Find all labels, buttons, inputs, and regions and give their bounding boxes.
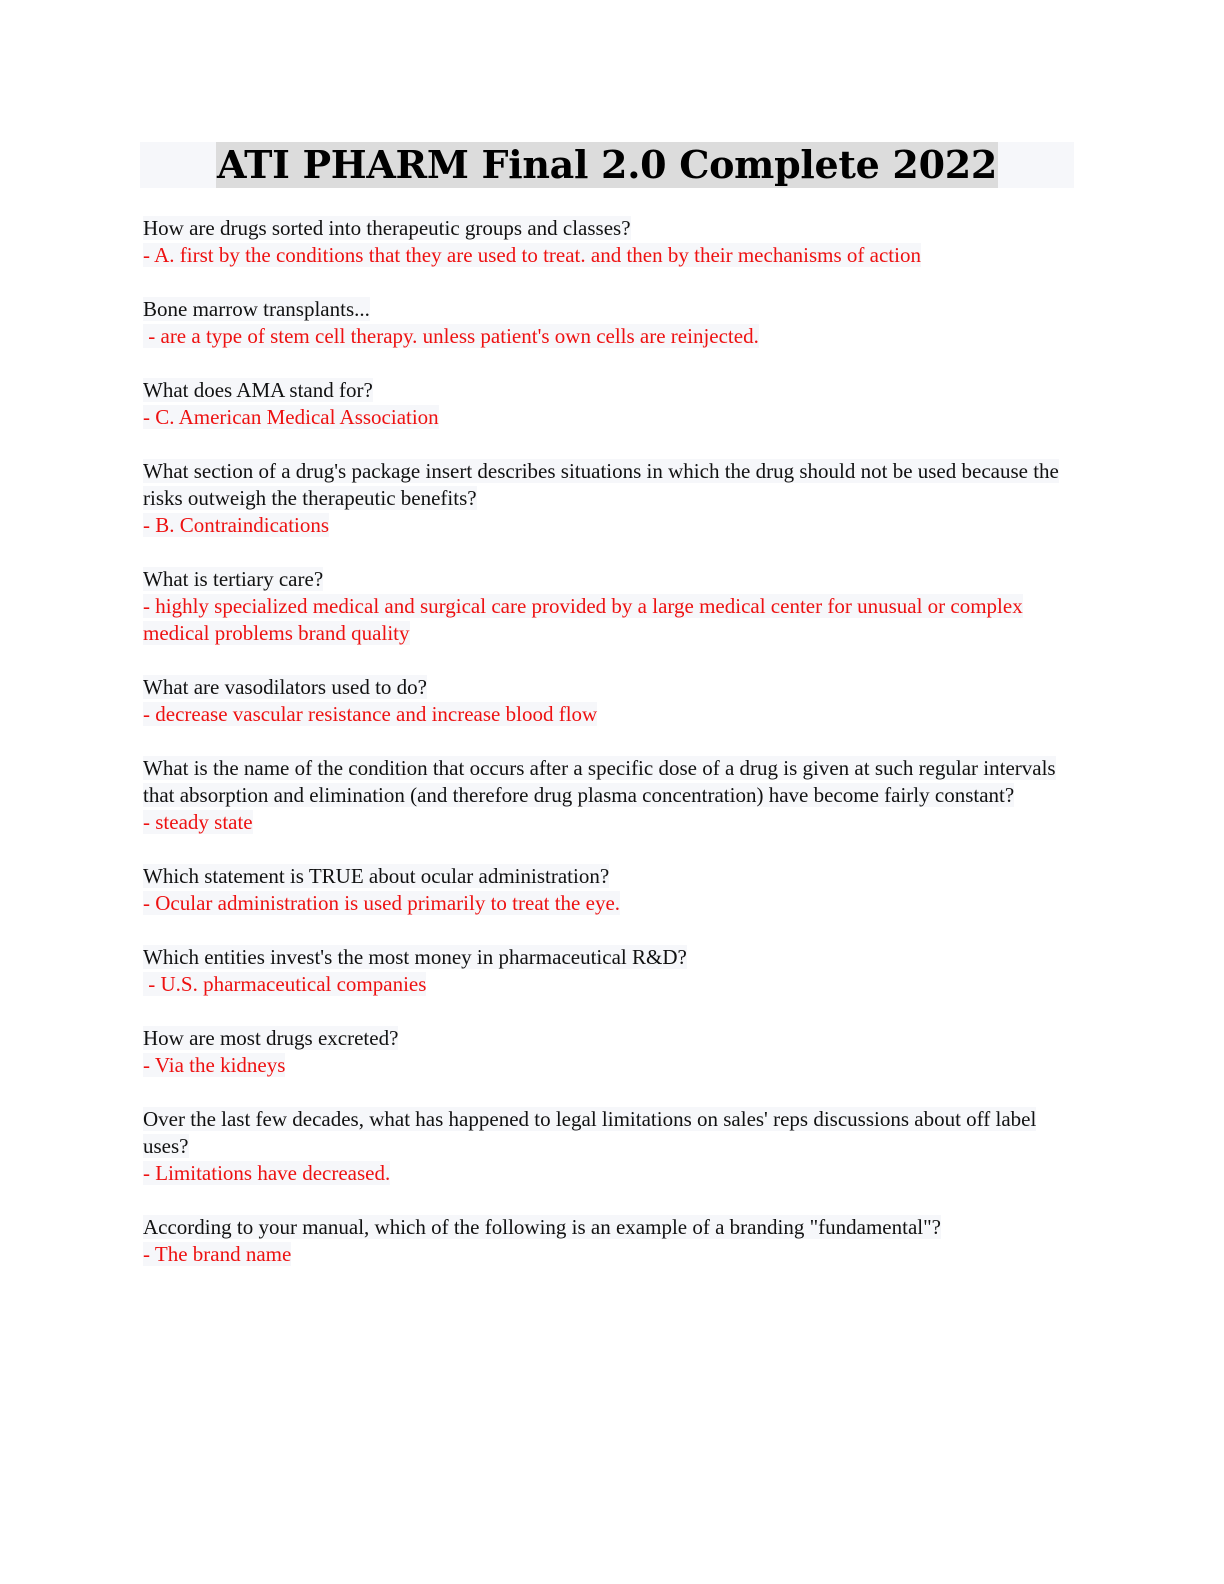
answer-text: - decrease vascular resistance and increase blood flow	[143, 702, 598, 726]
answer-text: - highly specialized medical and surgical care provided by a large medical center for unusual or complex medical problems brand quality	[143, 594, 1023, 645]
answer-text: - steady state	[143, 810, 253, 834]
question-text: Bone marrow transplants...	[143, 297, 370, 321]
question-text: What section of a drug's package insert describes situations in which the drug should not be used because the risks outweigh the therapeutic benefits?	[143, 459, 1059, 510]
qa-item-12	[143, 1214, 1073, 1268]
answer-text: - are a type of stem cell therapy. unless patient's own cells are reinjected.	[143, 324, 759, 348]
question-text: What does AMA stand for?	[143, 378, 373, 402]
qa-item-1	[143, 215, 1073, 269]
question-text: Over the last few decades, what has happened to legal limitations on sales' reps discussions about off label uses?	[143, 1107, 1037, 1158]
question-text: How are drugs sorted into therapeutic groups and classes?	[143, 216, 631, 240]
answer-text: - C. American Medical Association	[143, 405, 439, 429]
qa-item-6	[143, 674, 1073, 728]
answer-text: - Via the kidneys	[143, 1053, 286, 1077]
answer-text: - Ocular administration is used primarily to treat the eye.	[143, 891, 621, 915]
answer-text: - A. first by the conditions that they are used to treat. and then by their mechanisms of action	[143, 243, 921, 267]
qa-item-2	[143, 296, 1073, 350]
qa-list	[143, 215, 1073, 1295]
question-text: What is tertiary care?	[143, 567, 324, 591]
question-text: What is the name of the condition that occurs after a specific dose of a drug is given at such regular intervals that absorption and elimination (and therefore drug plasma concentration) have become fairly constant?	[143, 756, 1056, 807]
answer-text: - B. Contraindications	[143, 513, 330, 537]
question-text: What are vasodilators used to do?	[143, 675, 427, 699]
qa-item-8	[143, 863, 1073, 917]
answer-text: - The brand name	[143, 1242, 292, 1266]
question-text: How are most drugs excreted?	[143, 1026, 399, 1050]
document-title: ATI PHARM Final 2.0 Complete 2022	[217, 142, 997, 187]
qa-item-7	[143, 755, 1073, 836]
answer-text: - Limitations have decreased.	[143, 1161, 391, 1185]
qa-item-11	[143, 1106, 1073, 1187]
qa-item-10	[143, 1025, 1073, 1079]
question-text: Which entities invest's the most money in pharmaceutical R&D?	[143, 945, 687, 969]
question-text: Which statement is TRUE about ocular administration?	[143, 864, 610, 888]
question-text: According to your manual, which of the following is an example of a branding "fundamental"?	[143, 1215, 941, 1239]
title-band	[140, 142, 1074, 188]
answer-text: - U.S. pharmaceutical companies	[143, 972, 427, 996]
qa-item-4	[143, 458, 1073, 539]
qa-item-5	[143, 566, 1073, 647]
qa-item-3	[143, 377, 1073, 431]
qa-item-9	[143, 944, 1073, 998]
